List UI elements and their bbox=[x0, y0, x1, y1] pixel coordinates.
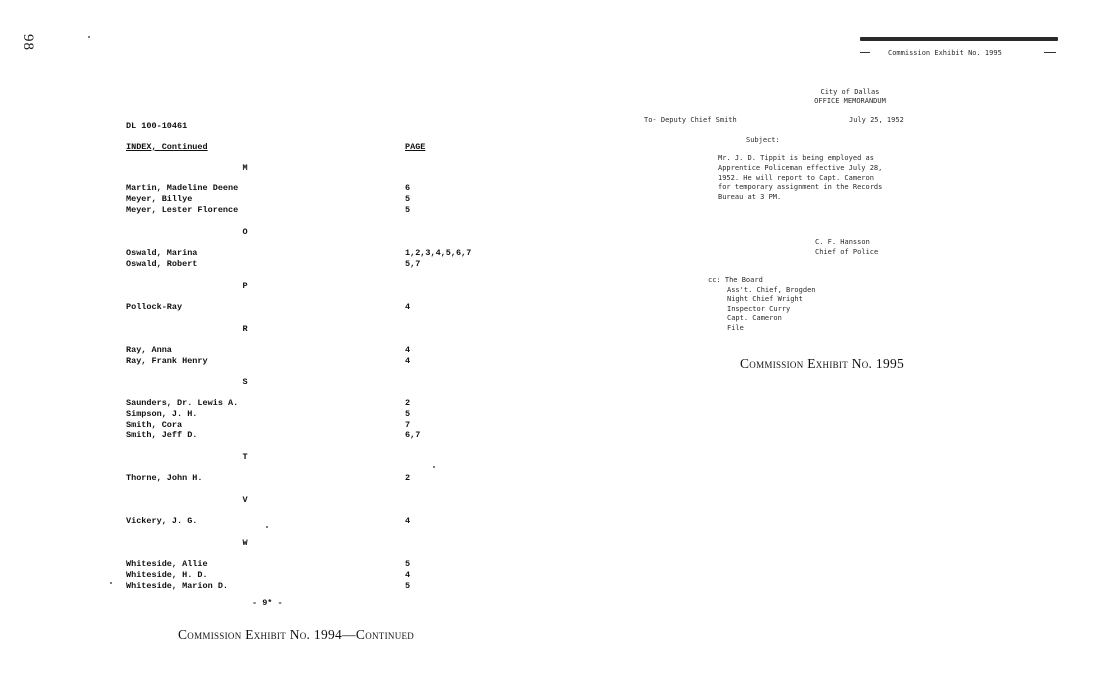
memo-body-line: 1952. He will report to Capt. Cameron bbox=[718, 173, 874, 182]
cc-line: Capt. Cameron bbox=[727, 314, 782, 323]
index-entry-pages: 2 bbox=[405, 398, 411, 408]
index-entry-pages: 4 bbox=[405, 516, 411, 526]
index-entry-name: Simpson, J. H. bbox=[126, 408, 198, 419]
index-row bbox=[126, 581, 506, 592]
memo-body bbox=[718, 154, 882, 203]
memo-body-line: Mr. J. D. Tippit is being employed as bbox=[718, 154, 874, 162]
index-row bbox=[126, 205, 506, 216]
index-row bbox=[126, 430, 506, 441]
memo-signature bbox=[815, 238, 878, 258]
index-entry-name: Whiteside, H. D. bbox=[126, 569, 208, 580]
index-entry-name: Smith, Cora bbox=[126, 419, 183, 430]
index-entry-pages: 4 bbox=[405, 345, 411, 355]
memo-date: July 25, 1952 bbox=[849, 116, 904, 124]
signature-name: C. F. Hansson bbox=[815, 238, 870, 246]
section-letter-s: S bbox=[242, 377, 248, 387]
index-entry-name: Thorne, John H. bbox=[126, 473, 203, 483]
index-row bbox=[126, 559, 506, 570]
cc-line: Night Chief Wright bbox=[727, 295, 803, 304]
page-footer-mark: - 9* - bbox=[252, 598, 283, 608]
index-row bbox=[126, 248, 506, 259]
exhibit-tag-dash bbox=[860, 52, 870, 53]
index-header-title: INDEX, Continued bbox=[126, 142, 208, 152]
section-letter-v: V bbox=[242, 495, 248, 505]
index-section-s bbox=[126, 398, 506, 441]
index-entry-pages: 2 bbox=[405, 473, 411, 483]
scan-edge-bar bbox=[860, 37, 1058, 41]
index-entry-name: Meyer, Lester Florence bbox=[126, 204, 239, 215]
memo-office-heading: OFFICE MEMORANDUM bbox=[814, 97, 886, 105]
signature-title: Chief of Police bbox=[815, 247, 879, 256]
index-header-page: PAGE bbox=[405, 142, 426, 152]
index-entry-name: Whiteside, Allie bbox=[126, 559, 208, 569]
index-section-t bbox=[126, 473, 506, 484]
section-letter-r: R bbox=[242, 324, 248, 334]
index-entry-name: Pollock-Ray bbox=[126, 302, 183, 312]
index-row bbox=[126, 194, 506, 205]
index-entry-pages: 5 bbox=[405, 580, 411, 591]
index-entry-name: Ray, Frank Henry bbox=[126, 355, 208, 366]
index-row bbox=[126, 420, 506, 431]
index-entry-name: Ray, Anna bbox=[126, 345, 172, 355]
index-entry-name: Saunders, Dr. Lewis A. bbox=[126, 398, 239, 408]
index-entry-pages: 6 bbox=[405, 183, 411, 193]
index-entry-pages: 6,7 bbox=[405, 430, 421, 441]
index-row bbox=[126, 302, 506, 313]
index-entry-pages: 5,7 bbox=[405, 258, 421, 269]
index-row bbox=[126, 473, 506, 484]
index-entry-pages: 7 bbox=[405, 419, 411, 430]
scan-speck bbox=[110, 582, 112, 584]
scan-speck bbox=[266, 526, 268, 528]
index-section-r bbox=[126, 345, 506, 367]
file-number: DL 100-10461 bbox=[126, 121, 188, 131]
index-section-m bbox=[126, 183, 506, 215]
index-entry-pages: 4 bbox=[405, 302, 411, 312]
memo-subject: Subject: bbox=[746, 136, 780, 144]
memo-city: City of Dallas bbox=[820, 88, 880, 96]
index-entry-pages: 5 bbox=[405, 408, 411, 419]
index-entry-pages: 4 bbox=[405, 355, 411, 366]
index-entry-pages: 5 bbox=[405, 204, 411, 215]
index-row bbox=[126, 398, 506, 409]
section-letter-t: T bbox=[242, 452, 248, 462]
section-letter-m: M bbox=[242, 163, 248, 173]
index-section-p bbox=[126, 302, 506, 313]
exhibit-caption-left: Commission Exhibit No. 1994—Continued bbox=[178, 627, 415, 642]
memo-body-line: for temporary assignment in the Records bbox=[718, 183, 883, 192]
index-entry-pages: 5 bbox=[405, 559, 411, 569]
index-section-v bbox=[126, 516, 506, 527]
index-row bbox=[126, 356, 506, 367]
index-entry-name: Oswald, Robert bbox=[126, 258, 198, 269]
memo-cc-list bbox=[708, 276, 816, 334]
index-entry-name: Martin, Madeline Deene bbox=[126, 183, 239, 193]
index-entry-pages: 5 bbox=[405, 193, 411, 204]
scan-speck bbox=[433, 466, 435, 468]
exhibit-tag: Commission Exhibit No. 1995 bbox=[888, 49, 1002, 57]
index-row bbox=[126, 345, 506, 356]
index-row bbox=[126, 516, 506, 527]
index-entry-pages: 4 bbox=[405, 569, 411, 580]
index-row bbox=[126, 409, 506, 420]
scan-speck bbox=[88, 36, 90, 38]
index-entry-name: Whiteside, Marion D. bbox=[126, 580, 229, 591]
cc-line: File bbox=[727, 323, 744, 332]
index-entry-name: Vickery, J. G. bbox=[126, 516, 198, 526]
memo-body-line: Bureau at 3 PM. bbox=[718, 193, 782, 202]
index-row bbox=[126, 259, 506, 270]
index-section-w bbox=[126, 559, 506, 591]
section-letter-o: O bbox=[242, 227, 248, 237]
exhibit-caption-right: Commission Exhibit No. 1995 bbox=[740, 356, 905, 371]
exhibit-tag-dash bbox=[1044, 52, 1056, 53]
index-entry-name: Meyer, Billye bbox=[126, 193, 193, 204]
memo-recipient: To- Deputy Chief Smith bbox=[644, 116, 737, 124]
index-entry-name: Smith, Jeff D. bbox=[126, 430, 198, 441]
page-number: 98 bbox=[20, 34, 36, 51]
memo-body-line: Apprentice Policeman effective July 28, bbox=[718, 163, 883, 172]
index-section-o bbox=[126, 248, 506, 270]
section-letter-p: P bbox=[242, 281, 248, 291]
section-letter-w: W bbox=[242, 538, 248, 548]
index-entry-pages: 1,2,3,4,5,6,7 bbox=[405, 248, 472, 258]
cc-line: Ass't. Chief, Brogden bbox=[727, 285, 816, 294]
index-row bbox=[126, 183, 506, 194]
cc-line: cc: The Board bbox=[708, 276, 763, 284]
index-row bbox=[126, 570, 506, 581]
cc-line: Inspector Curry bbox=[727, 304, 791, 313]
index-entry-name: Oswald, Marina bbox=[126, 248, 198, 258]
